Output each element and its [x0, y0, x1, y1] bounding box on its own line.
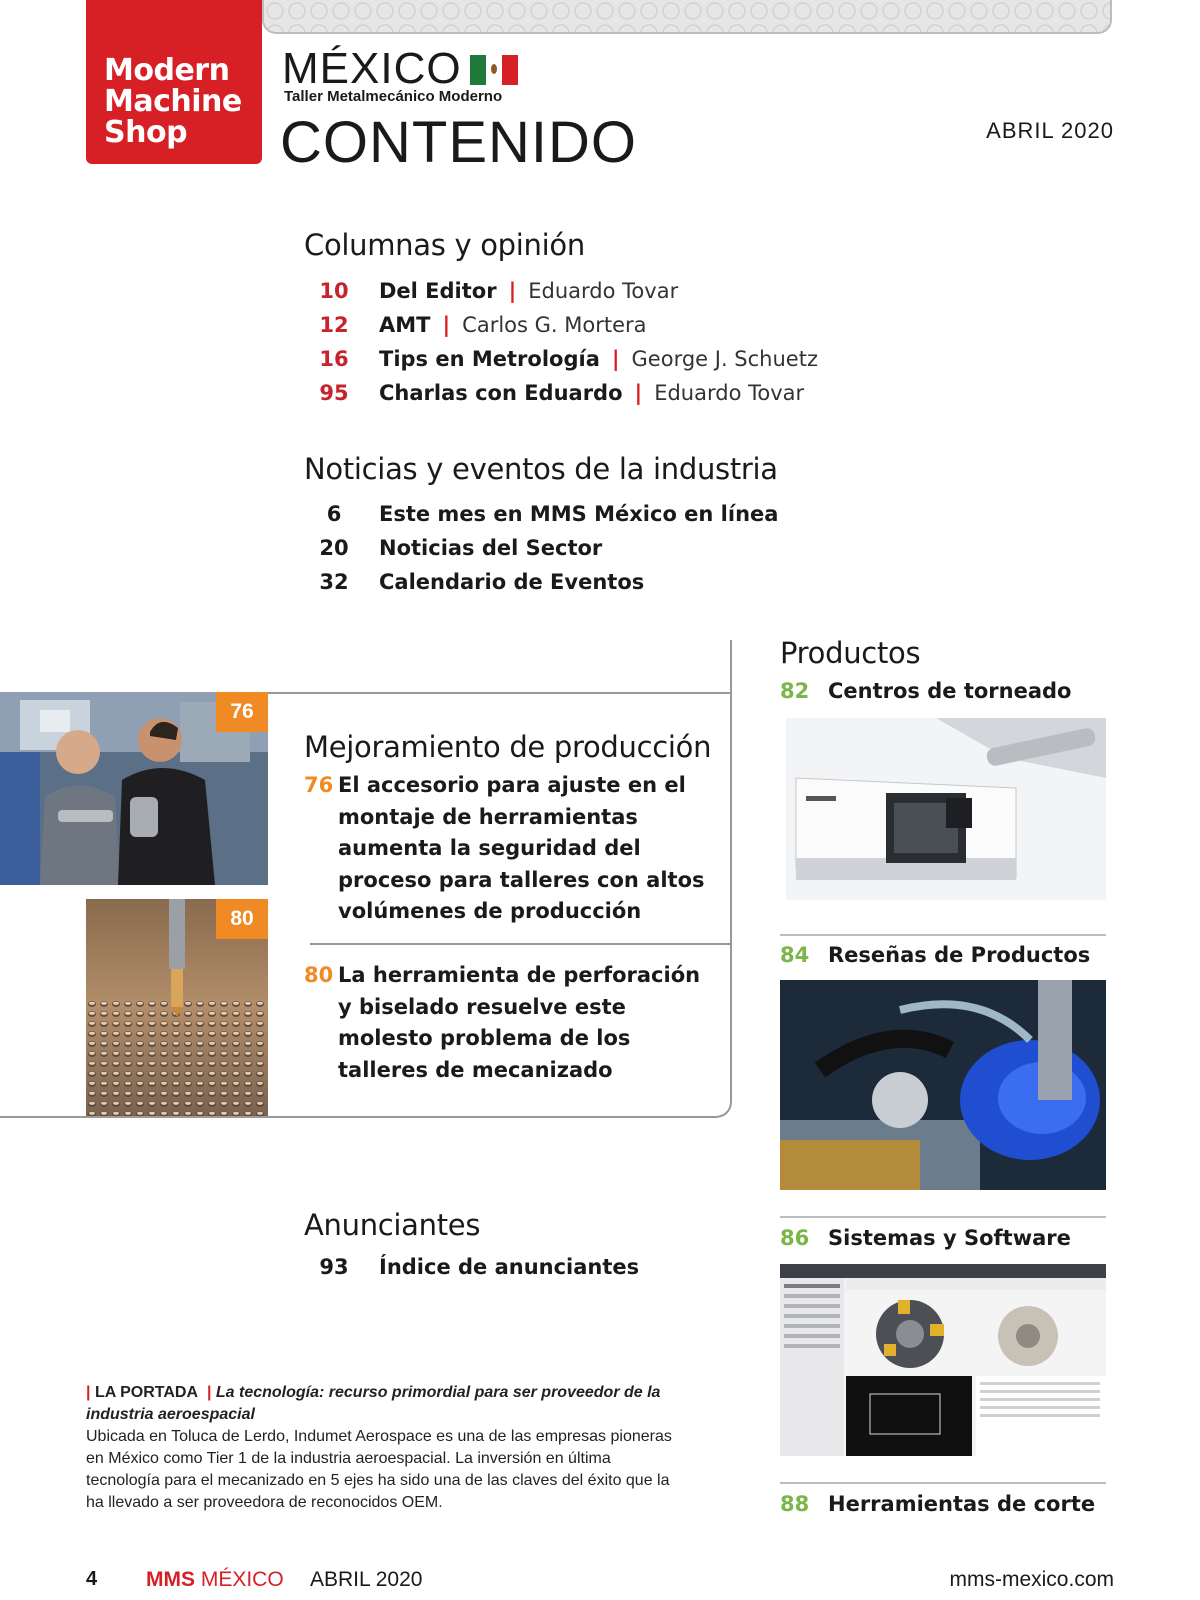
toc-item[interactable]: [303, 308, 818, 342]
edition-name: MÉXICO: [282, 44, 462, 93]
product-photo-software[interactable]: [780, 1264, 1106, 1456]
products-heading: Productos: [780, 636, 921, 670]
products-divider: [780, 1482, 1106, 1484]
footer-brand-bold: MMS: [146, 1568, 195, 1591]
footer-brand-rest: MÉXICO: [200, 1568, 284, 1591]
logo-word-2: Machine: [104, 84, 242, 119]
separator-bar: |: [86, 1384, 91, 1401]
product-page-number: 84: [780, 943, 810, 967]
news-list: [303, 497, 778, 599]
toc-author: Eduardo Tovar: [528, 279, 679, 303]
separator-bar: |: [611, 347, 620, 371]
product-photo-lathe[interactable]: [786, 718, 1106, 900]
cover-body: Ubicada en Toluca de Lerdo, Indumet Aerospace es una de las empresas pioneras en México como Tier 1 de la industria aeroespacial. La inversión en última tecnología para el mecanizado en 5 ejes ha sido una de las claves del éxito que la ha llevado a ser proveedora de reconocidos OEM.: [86, 1428, 672, 1511]
feature-box-side-rule: [730, 640, 732, 1102]
separator-bar: |: [634, 381, 643, 405]
toc-page-number: 16: [319, 347, 349, 371]
toc-page-number: 10: [319, 279, 349, 303]
article-title: El accesorio para ajuste en el montaje de herramientas aumenta la seguridad del proceso para talleres con altos volúmenes de producción: [338, 773, 705, 923]
feature-article-80[interactable]: [304, 960, 714, 1090]
product-item[interactable]: [780, 1223, 1071, 1253]
article-page-number: 80: [304, 963, 334, 987]
cover-headline: La tecnología: recurso primordial para ser proveedor de la industria aeroespacial: [86, 1384, 661, 1423]
columns-list: [303, 274, 818, 410]
products-divider: [780, 934, 1106, 936]
product-page-number: 86: [780, 1226, 810, 1250]
product-page-number: 88: [780, 1492, 810, 1516]
mexico-flag-icon: [470, 55, 518, 85]
product-title: Sistemas y Software: [828, 1226, 1071, 1250]
toc-item[interactable]: [303, 376, 818, 410]
cam-software-screenshot-image: [780, 1264, 1106, 1456]
product-item[interactable]: [780, 940, 1090, 970]
toc-title: Noticias del Sector: [379, 536, 603, 560]
toc-title: Este mes en MMS México en línea: [379, 502, 779, 526]
cover-description: [86, 1382, 686, 1514]
cover-heading-line: [86, 1382, 686, 1426]
product-photo-tool[interactable]: [780, 980, 1106, 1190]
page-title: CONTENIDO: [280, 110, 637, 175]
cover-label: LA PORTADA: [94, 1384, 199, 1401]
product-title: Reseñas de Productos: [828, 943, 1091, 967]
toc-page-number: 32: [319, 570, 349, 594]
separator-bar: |: [202, 1384, 212, 1401]
toc-title: Del Editor: [379, 279, 497, 303]
advertisers-list: [303, 1250, 639, 1284]
feature-article-76[interactable]: [304, 770, 714, 930]
toc-title: Índice de anunciantes: [379, 1255, 640, 1279]
toc-title: AMT: [379, 313, 431, 337]
separator-bar: |: [508, 279, 517, 303]
advertisers-heading: Anunciantes: [304, 1208, 481, 1242]
toc-author: Eduardo Tovar: [654, 381, 805, 405]
toc-page-number: 12: [319, 313, 349, 337]
page-badge-76: 76: [216, 692, 268, 732]
product-item[interactable]: [780, 676, 1071, 706]
turning-center-image: [786, 718, 1106, 900]
toc-title: Calendario de Eventos: [379, 570, 645, 594]
coolant-tool-image: [780, 980, 1106, 1190]
product-title: Herramientas de corte: [828, 1492, 1096, 1516]
toc-author: Carlos G. Mortera: [462, 313, 647, 337]
toc-item[interactable]: [303, 565, 778, 599]
issue-date: ABRIL 2020: [986, 118, 1114, 143]
toc-page-number: 6: [326, 502, 342, 526]
toc-page-number: 93: [319, 1255, 349, 1279]
header-pattern-band: [262, 0, 1112, 34]
product-title: Centros de torneado: [828, 679, 1072, 703]
product-page-number: 82: [780, 679, 810, 703]
toc-page-number: 20: [319, 536, 349, 560]
toc-author: George J. Schuetz: [631, 347, 818, 371]
toc-item[interactable]: [303, 531, 778, 565]
page-badge-80: 80: [216, 899, 268, 939]
product-item[interactable]: [780, 1489, 1095, 1519]
logo-word-3: Shop: [104, 115, 188, 150]
columns-heading: Columnas y opinión: [304, 228, 585, 262]
toc-item[interactable]: [303, 497, 778, 531]
feature-heading: Mejoramiento de producción: [304, 730, 712, 764]
footer-website-link[interactable]: mms-mexico.com: [949, 1568, 1114, 1591]
article-page-number: 76: [304, 773, 334, 797]
article-title: La herramienta de perforación y biselado resuelve este molesto problema de los talleres de mecanizado: [338, 963, 701, 1082]
toc-title: Charlas con Eduardo: [379, 381, 623, 405]
toc-title: Tips en Metrología: [379, 347, 600, 371]
toc-item[interactable]: [303, 342, 818, 376]
feature-divider: [310, 943, 732, 945]
news-heading: Noticias y eventos de la industria: [304, 452, 778, 486]
logo-word-1: Modern: [104, 53, 230, 88]
footer-brand[interactable]: [146, 1568, 284, 1592]
toc-item[interactable]: [303, 274, 818, 308]
footer-page-number: 4: [86, 1568, 98, 1590]
separator-bar: |: [442, 313, 451, 337]
footer-date: ABRIL 2020: [310, 1568, 423, 1591]
toc-item[interactable]: [303, 1250, 639, 1284]
products-divider: [780, 1216, 1106, 1218]
edition-tagline: Taller Metalmecánico Moderno: [284, 88, 503, 105]
toc-page-number: 95: [319, 381, 349, 405]
